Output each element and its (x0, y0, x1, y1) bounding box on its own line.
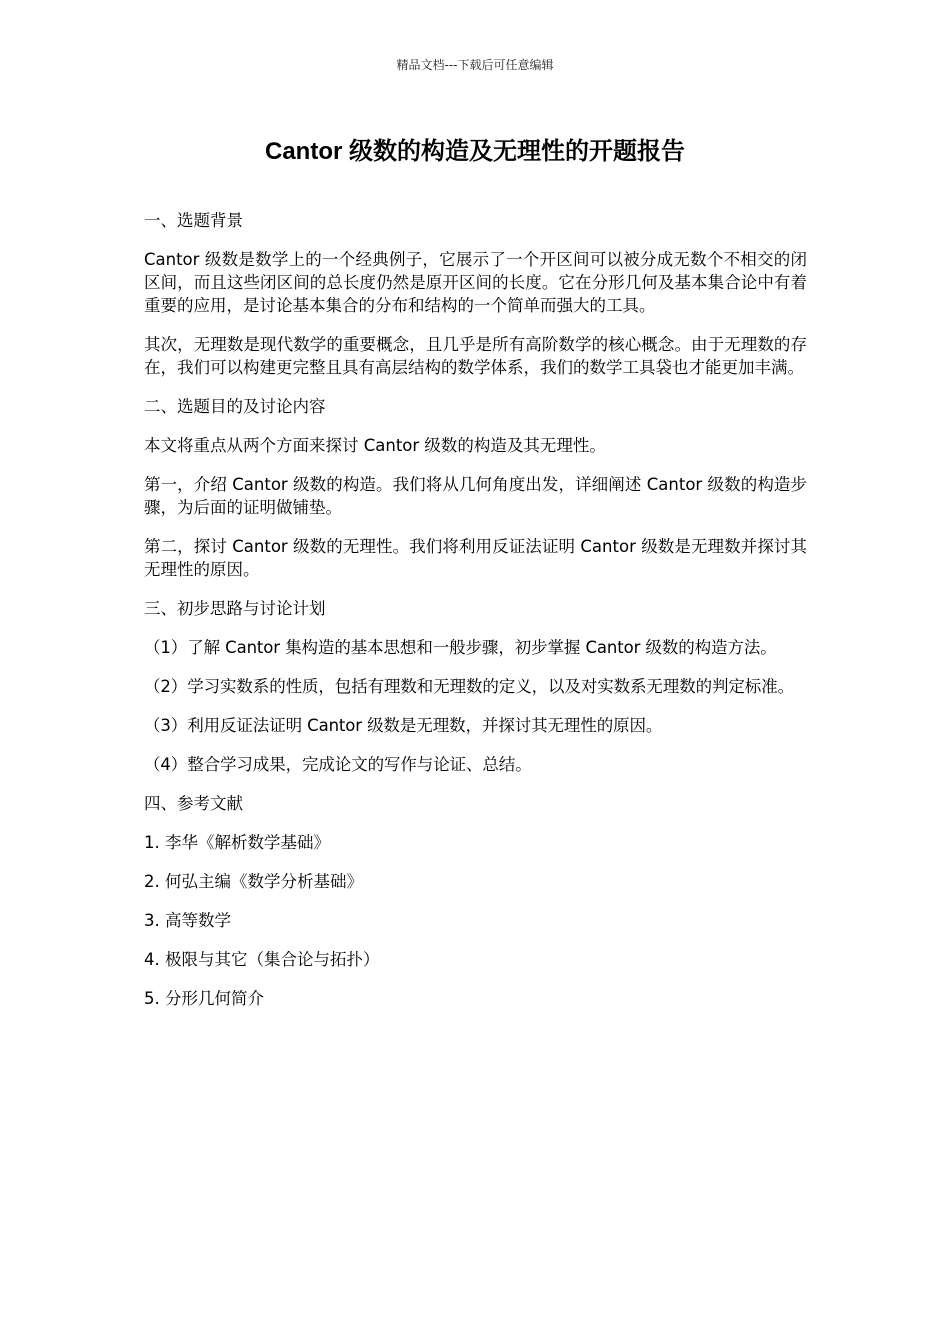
page-header-watermark: 精品文档---下载后可任意编辑 (396, 58, 554, 72)
paragraph-purpose-3: 第二，探讨 Cantor 级数的无理性。我们将利用反证法证明 Cantor 级数是无理数并探讨其无理性的原因。 (144, 537, 807, 579)
section-heading-references: 四、参考文献 (144, 794, 243, 813)
reference-item-1: 1. 李华《解析数学基础》 (144, 833, 330, 852)
document-title: Cantor 级数的构造及无理性的开题报告 (265, 138, 685, 165)
paragraph-background-1: Cantor 级数是数学上的一个经典例子，它展示了一个开区间可以被分成无数个不相交的闭区间，而且这些闭区间的总长度仍然是原开区间的长度。它在分形几何及基本集合论中有着重要的应用，是讨论基本集合的分布和结构的一个简单而强大的工具。 (144, 250, 807, 315)
plan-item-1: （1）了解 Cantor 集构造的基本思想和一般步骤，初步掌握 Cantor 级数的构造方法。 (144, 638, 777, 657)
section-heading-purpose: 二、选题目的及讨论内容 (144, 397, 326, 416)
plan-item-2: （2）学习实数系的性质，包括有理数和无理数的定义，以及对实数系无理数的判定标准。 (144, 677, 794, 696)
paragraph-purpose-2: 第一，介绍 Cantor 级数的构造。我们将从几何角度出发，详细阐述 Cantor 级数的构造步骤，为后面的证明做铺垫。 (144, 475, 807, 517)
paragraph-background-2: 其次，无理数是现代数学的重要概念，且几乎是所有高阶数学的核心概念。由于无理数的存在，我们可以构建更完整且具有高层结构的数学体系，我们的数学工具袋也才能更加丰满。 (144, 335, 807, 377)
reference-item-4: 4. 极限与其它（集合论与拓扑） (144, 950, 380, 969)
plan-item-4: （4）整合学习成果，完成论文的写作与论证、总结。 (144, 755, 532, 774)
section-heading-plan: 三、初步思路与讨论计划 (144, 599, 326, 618)
document-body (144, 209, 807, 1026)
reference-item-3: 3. 高等数学 (144, 911, 231, 930)
section-heading-background: 一、选题背景 (144, 211, 243, 230)
plan-item-3: （3）利用反证法证明 Cantor 级数是无理数，并探讨其无理性的原因。 (144, 716, 663, 735)
reference-item-5: 5. 分形几何简介 (144, 989, 264, 1008)
reference-item-2: 2. 何弘主编《数学分析基础》 (144, 872, 363, 891)
paragraph-purpose-1: 本文将重点从两个方面来探讨 Cantor 级数的构造及其无理性。 (144, 436, 606, 455)
